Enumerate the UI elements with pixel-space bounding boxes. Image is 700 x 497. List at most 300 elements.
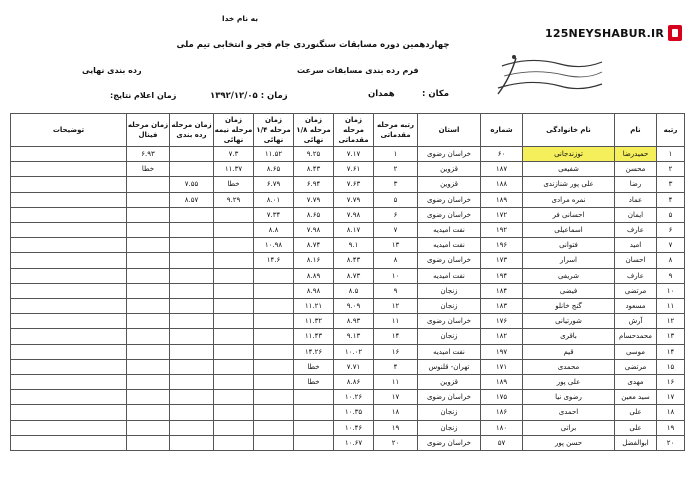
table-cell: ۱۶ [374, 344, 418, 359]
table-cell: ۷ [374, 223, 418, 238]
table-cell [294, 435, 334, 450]
table-cell [11, 283, 127, 298]
table-cell: ۸.۷۳ [334, 268, 374, 283]
column-header: زمان مرحله رده بندی [170, 114, 214, 147]
table-cell [127, 344, 170, 359]
table-cell [170, 435, 214, 450]
table-cell: ۸.۶۵ [254, 162, 294, 177]
table-cell: ۱۸۹ [481, 192, 523, 207]
table-cell [254, 390, 294, 405]
table-cell [11, 299, 127, 314]
table-cell: علی [615, 405, 657, 420]
table-cell: ۱۹ [374, 420, 418, 435]
table-cell: ۷.۷۱ [334, 359, 374, 374]
table-cell: ۱ [657, 147, 685, 162]
table-cell [214, 238, 254, 253]
table-cell: ۸.۸۹ [294, 268, 334, 283]
table-cell: ۷.۹۸ [334, 207, 374, 222]
table-cell: احسان [615, 253, 657, 268]
table-cell [11, 375, 127, 390]
results-table [10, 113, 685, 451]
table-cell [127, 253, 170, 268]
place-value: همدان [368, 89, 395, 99]
table-cell: ۵۷ [481, 435, 523, 450]
table-cell: عماد [615, 192, 657, 207]
table-cell: ۸.۷۴ [294, 238, 334, 253]
table-cell: ۶.۹۳ [127, 147, 170, 162]
table-cell: ۱۷۶ [481, 314, 523, 329]
table-cell: ۱۴.۲۶ [294, 344, 334, 359]
table-cell [214, 299, 254, 314]
table-cell [214, 283, 254, 298]
table-cell: ۷.۱۷ [334, 147, 374, 162]
table-cell [127, 420, 170, 435]
table-cell [214, 405, 254, 420]
table-cell [214, 314, 254, 329]
table-cell: ۸.۶۵ [294, 207, 334, 222]
table-cell: ۱۱.۳۲ [294, 314, 334, 329]
table-cell: امید [615, 238, 657, 253]
table-cell: موسی [615, 344, 657, 359]
page-title: چهاردهمین دوره مسابقات سنگنوردی جام فجر و انتخابی تیم ملی [176, 40, 450, 50]
table-cell: ۱۸ [374, 405, 418, 420]
table-row [11, 192, 685, 207]
table-cell: گنج خانلو [523, 299, 615, 314]
table-cell: خراسان رضوی [418, 390, 481, 405]
table-cell [11, 162, 127, 177]
table-cell [11, 390, 127, 405]
table-cell [254, 314, 294, 329]
table-cell: تهران- قلنوس [418, 359, 481, 374]
table-cell: خطا [214, 177, 254, 192]
column-header: رتبه مرحله مقدماتی [374, 114, 418, 147]
table-cell: قیم [523, 344, 615, 359]
table-row [11, 314, 685, 329]
table-row [11, 223, 685, 238]
table-cell: توزندجانی [523, 147, 615, 162]
table-cell: ۶.۹۴ [294, 177, 334, 192]
table-cell: ۱۸ [657, 405, 685, 420]
table-cell [294, 390, 334, 405]
table-cell: ۱۰ [657, 283, 685, 298]
column-header: نام خانوادگی [523, 114, 615, 147]
table-cell [170, 329, 214, 344]
table-cell: ۱۱.۴۳ [294, 329, 334, 344]
table-cell: ۷.۶۱ [334, 162, 374, 177]
table-cell [11, 223, 127, 238]
table-cell: رضا [615, 177, 657, 192]
table-cell: ۶ [374, 207, 418, 222]
table-cell: اسرار [523, 253, 615, 268]
table-cell: ایمان [615, 207, 657, 222]
table-cell [127, 435, 170, 450]
table-cell: ۵ [657, 207, 685, 222]
table-cell [11, 253, 127, 268]
table-cell: ۱۳ [374, 238, 418, 253]
table-cell [170, 390, 214, 405]
table-cell [294, 405, 334, 420]
table-cell: ۷.۷۹ [334, 192, 374, 207]
table-cell: زنجان [418, 299, 481, 314]
table-cell: ۸.۴۳ [334, 253, 374, 268]
table-row [11, 299, 685, 314]
table-cell: ۸.۸ [254, 223, 294, 238]
table-cell: باقری [523, 329, 615, 344]
table-cell [170, 268, 214, 283]
table-cell: حسن پور [523, 435, 615, 450]
table-cell: ۱۰.۶۷ [334, 435, 374, 450]
table-cell: حمیدرضا [615, 147, 657, 162]
table-cell: ۳ [374, 177, 418, 192]
table-cell: شورتیانی [523, 314, 615, 329]
date-label: زمان : [260, 91, 288, 101]
table-cell [254, 420, 294, 435]
table-cell [11, 177, 127, 192]
phone-logo-icon [668, 25, 682, 41]
column-header: زمان مرحله فینال [127, 114, 170, 147]
table-cell: نفت امیدیه [418, 344, 481, 359]
table-cell: زنجان [418, 420, 481, 435]
table-cell [214, 359, 254, 374]
table-cell: خطا [294, 359, 334, 374]
federation-logo-icon [490, 48, 610, 98]
table-cell: ۱۱.۳۷ [214, 162, 254, 177]
table-cell [214, 344, 254, 359]
table-cell: ۲۰ [374, 435, 418, 450]
date-value: ۱۳۹۲/۱۲/۰۵ [210, 91, 258, 101]
table-cell [170, 147, 214, 162]
table-cell: خراسان رضوی [418, 435, 481, 450]
table-cell [214, 390, 254, 405]
table-cell [170, 359, 214, 374]
table-cell: ۱۸۲ [481, 329, 523, 344]
table-cell [254, 329, 294, 344]
table-cell [214, 253, 254, 268]
table-cell: ۱۳ [657, 329, 685, 344]
table-cell: ۷.۷۹ [294, 192, 334, 207]
table-cell [254, 299, 294, 314]
table-cell: آرش [615, 314, 657, 329]
table-cell: زنجان [418, 405, 481, 420]
table-cell: ۸.۸۶ [334, 375, 374, 390]
table-cell: شفیعی [523, 162, 615, 177]
table-cell [170, 253, 214, 268]
column-header: نام [615, 114, 657, 147]
table-cell [11, 420, 127, 435]
table-cell: ۲ [374, 162, 418, 177]
table-cell [127, 283, 170, 298]
table-cell: ۸ [657, 253, 685, 268]
table-cell: ۱۷ [657, 390, 685, 405]
table-cell: ۹.۱۳ [334, 329, 374, 344]
table-cell: محمدی [523, 359, 615, 374]
table-cell: ۱۹۴ [481, 268, 523, 283]
column-header: زمان مرحله نیمه نهائی [214, 114, 254, 147]
table-cell: ۱۱.۲۱ [294, 299, 334, 314]
table-cell [170, 405, 214, 420]
column-header: زمان مرحله ۱/۸ نهائی [294, 114, 334, 147]
table-cell: قزوین [418, 375, 481, 390]
table-cell [214, 375, 254, 390]
table-cell: ابوالفضل [615, 435, 657, 450]
table-cell: ۷.۶۳ [334, 177, 374, 192]
table-cell: ۶۰ [481, 147, 523, 162]
table-cell: ۱۹۶ [481, 238, 523, 253]
table-row [11, 177, 685, 192]
table-cell: ۱۵ [657, 359, 685, 374]
table-cell: خراسان رضوی [418, 207, 481, 222]
table-cell: مهدی [615, 375, 657, 390]
table-cell: عارف [615, 223, 657, 238]
table-body [11, 147, 685, 451]
site-badge[interactable] [545, 25, 682, 41]
table-cell: ۱۱ [374, 314, 418, 329]
table-cell [11, 329, 127, 344]
table-cell [11, 147, 127, 162]
table-cell: مرتضی [615, 283, 657, 298]
table-cell: ۱۰.۴۶ [334, 420, 374, 435]
table-cell: ۸.۵ [334, 283, 374, 298]
table-cell: ۹.۱ [334, 238, 374, 253]
table-cell: نمره مرادی [523, 192, 615, 207]
table-cell: ۸.۰۱ [254, 192, 294, 207]
table-cell [127, 405, 170, 420]
table-cell [170, 299, 214, 314]
table-cell: ۹ [657, 268, 685, 283]
table-cell [127, 314, 170, 329]
table-cell: ۸.۵۷ [170, 192, 214, 207]
table-row [11, 329, 685, 344]
table-cell: ۱۹۲ [481, 223, 523, 238]
table-cell [127, 238, 170, 253]
table-cell: ۷.۳۴ [254, 207, 294, 222]
place-label: مکان : [422, 89, 450, 99]
table-cell [170, 207, 214, 222]
table-cell: سید معین [615, 390, 657, 405]
table-cell: نفت امیدیه [418, 223, 481, 238]
table-cell: ۱۶ [657, 375, 685, 390]
table-cell: عارف [615, 268, 657, 283]
column-header: زمان مرحله ۱/۴ نهائی [254, 114, 294, 147]
table-cell: زنجان [418, 283, 481, 298]
table-row [11, 207, 685, 222]
table-cell: ۹.۲۵ [294, 147, 334, 162]
table-cell: ۹ [374, 283, 418, 298]
table-cell: ۱۸۰ [481, 420, 523, 435]
table-row [11, 390, 685, 405]
table-cell: خطا [294, 375, 334, 390]
table-cell: ۱۸۶ [481, 405, 523, 420]
table-cell [254, 375, 294, 390]
table-cell: ۸.۱۷ [334, 223, 374, 238]
table-cell [127, 299, 170, 314]
table-cell [214, 420, 254, 435]
table-cell [170, 344, 214, 359]
table-cell: ۶.۷۹ [254, 177, 294, 192]
table-cell [127, 268, 170, 283]
table-cell: ۱۰.۲۶ [334, 390, 374, 405]
form-title: فرم رده بندی مسابقات سرعت [297, 66, 419, 75]
bismillah: به نام خدا [222, 14, 259, 23]
table-cell: ۲۰ [657, 435, 685, 450]
table-row [11, 344, 685, 359]
table-cell [11, 238, 127, 253]
column-header: شماره [481, 114, 523, 147]
table-cell: نفت امیدیه [418, 238, 481, 253]
table-cell [127, 329, 170, 344]
table-cell: ۱۹ [657, 420, 685, 435]
table-cell: ۱۸۸ [481, 177, 523, 192]
table-row [11, 435, 685, 450]
table-cell: ۱۷۱ [481, 359, 523, 374]
table-cell: قزوین [418, 162, 481, 177]
date-field [210, 91, 288, 101]
table-cell: ۳ [657, 177, 685, 192]
table-cell: ۱۷۳ [481, 253, 523, 268]
table-cell: ۱۱.۵۲ [254, 147, 294, 162]
table-row [11, 268, 685, 283]
table-cell: ۱ [374, 147, 418, 162]
table-cell: ۹.۲۹ [214, 192, 254, 207]
table-cell: براتی [523, 420, 615, 435]
table-cell: ۴ [374, 359, 418, 374]
table-cell [214, 329, 254, 344]
table-cell: ۷.۹۸ [294, 223, 334, 238]
table-cell: ۱۰.۹۸ [254, 238, 294, 253]
table-cell [11, 314, 127, 329]
table-cell: ۴ [657, 192, 685, 207]
table-cell [170, 238, 214, 253]
table-cell: اسماعیلی [523, 223, 615, 238]
table-cell [170, 162, 214, 177]
column-header: توضیحات [11, 114, 127, 147]
table-cell [214, 223, 254, 238]
table-cell: علی [615, 420, 657, 435]
table-row [11, 375, 685, 390]
table-cell: ۱۱ [374, 375, 418, 390]
table-cell [127, 390, 170, 405]
table-cell: ۸.۹۳ [334, 314, 374, 329]
table-cell: خراسان رضوی [418, 253, 481, 268]
table-cell: احسانی فر [523, 207, 615, 222]
table-cell [11, 435, 127, 450]
table-cell: محسن [615, 162, 657, 177]
table-cell: ۱۱ [657, 299, 685, 314]
table-cell: ۱۸۹ [481, 375, 523, 390]
table-cell: خراسان رضوی [418, 147, 481, 162]
table-cell: ۲ [657, 162, 685, 177]
table-cell: ۷.۳ [214, 147, 254, 162]
table-cell [170, 223, 214, 238]
table-cell: ۱۷۵ [481, 390, 523, 405]
table-cell: زنجان [418, 329, 481, 344]
table-cell: ۸.۹۸ [294, 283, 334, 298]
column-header: رتبه [657, 114, 685, 147]
table-row [11, 283, 685, 298]
table-cell: ۱۷ [374, 390, 418, 405]
table-cell: ۱۰.۰۲ [334, 344, 374, 359]
table-cell [127, 207, 170, 222]
table-cell: مسعود [615, 299, 657, 314]
table-cell [11, 192, 127, 207]
table-cell [254, 344, 294, 359]
table-cell: ۷ [657, 238, 685, 253]
table-cell: ۸ [374, 253, 418, 268]
table-cell [254, 268, 294, 283]
table-cell: قزوین [418, 177, 481, 192]
table-cell: ۶ [657, 223, 685, 238]
table-cell [11, 268, 127, 283]
table-cell: ۱۸۴ [481, 283, 523, 298]
table-cell: علی پور شنازندی [523, 177, 615, 192]
table-cell: فیضی [523, 283, 615, 298]
table-cell: نفت امیدیه [418, 268, 481, 283]
column-header: استان [418, 114, 481, 147]
table-cell: ۸.۱۶ [294, 253, 334, 268]
table-row [11, 405, 685, 420]
table-cell [127, 223, 170, 238]
table-cell: شریفی [523, 268, 615, 283]
site-badge-text: 125NEYSHABUR.IR [545, 26, 665, 40]
table-cell: فتوانی [523, 238, 615, 253]
table-cell [254, 359, 294, 374]
table-cell: ۱۴ [374, 329, 418, 344]
table-cell [11, 344, 127, 359]
table-cell: ۱۷۲ [481, 207, 523, 222]
table-row [11, 253, 685, 268]
table-cell: خراسان رضوی [418, 314, 481, 329]
table-cell [11, 405, 127, 420]
table-cell: ۱۸۷ [481, 162, 523, 177]
table-cell: خراسان رضوی [418, 192, 481, 207]
ranking-label: رده بندی نهایی [82, 66, 142, 75]
table-row [11, 359, 685, 374]
table-cell: ۱۴ [657, 344, 685, 359]
table-row [11, 147, 685, 162]
table-cell: ۱۴.۶ [254, 253, 294, 268]
table-row [11, 162, 685, 177]
table-cell: احمدی [523, 405, 615, 420]
table-cell: ۱۰.۳۵ [334, 405, 374, 420]
table-cell [127, 177, 170, 192]
table-cell [170, 420, 214, 435]
table-cell: ۱۲ [374, 299, 418, 314]
table-cell: ۷.۵۵ [170, 177, 214, 192]
table-cell [254, 283, 294, 298]
table-cell: ۱۸۳ [481, 299, 523, 314]
table-cell: علی پور [523, 375, 615, 390]
table-cell: رضوی نیا [523, 390, 615, 405]
table-row [11, 420, 685, 435]
table-cell [170, 375, 214, 390]
table-cell: خطا [127, 162, 170, 177]
column-header: زمان مرحله مقدماتی [334, 114, 374, 147]
table-header-row [11, 114, 685, 147]
table-cell: ۱۹۷ [481, 344, 523, 359]
table-cell: ۱۲ [657, 314, 685, 329]
table-cell [11, 359, 127, 374]
table-cell: محمدحسام [615, 329, 657, 344]
table-cell: مرتضی [615, 359, 657, 374]
table-cell [127, 192, 170, 207]
results-time-label: زمان اعلام نتایج: [110, 91, 177, 100]
table-cell [11, 207, 127, 222]
table-cell [254, 405, 294, 420]
table-cell [170, 283, 214, 298]
table-cell [214, 435, 254, 450]
table-row [11, 238, 685, 253]
table-cell [170, 314, 214, 329]
